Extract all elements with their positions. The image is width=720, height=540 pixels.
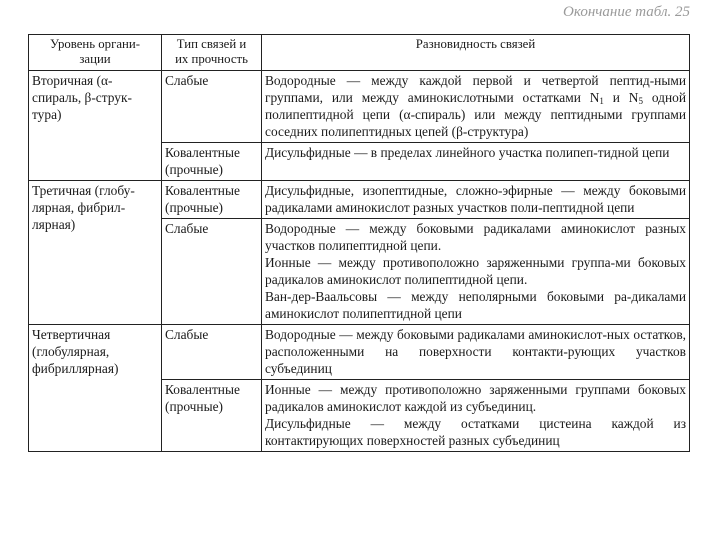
bond-type-cell: Слабые [162, 325, 262, 380]
table-row [29, 181, 690, 219]
level-tertiary: Третичная (глобу- лярная, фибрил- лярная) [29, 181, 162, 325]
header-level: Уровень органи- зации [29, 35, 162, 71]
variety-cell [262, 219, 690, 325]
protein-bonds-table [28, 34, 690, 452]
table-header-row [29, 35, 690, 71]
header-bond-type: Тип связей и их прочность [162, 35, 262, 71]
bond-type-cell: Слабые [162, 71, 262, 143]
variety-cell: Водородные — между боковыми радикалами аминокислот-ных остатков, расположенными на поверхности контакти-рующих участков субъединиц [262, 325, 690, 380]
variety-cell: Водородные — между каждой первой и четвертой пептид-ными группами, или между аминокислотными остатками $N_1$ и $N_5$ одной полипептидной цепи (α-спираль) или между пептидными группами соседних полипептидных цепей (β-структура) [262, 71, 690, 143]
table-row [29, 325, 690, 380]
bond-type-cell: Ковалентные (прочные) [162, 181, 262, 219]
variety-cell [262, 380, 690, 452]
bond-type-cell: Слабые [162, 219, 262, 325]
level-quaternary: Четвертичная (глобулярная, фибриллярная) [29, 325, 162, 452]
variety-cell: Дисульфидные, изопептидные, сложно-эфирные — между боковыми радикалами аминокислот разных участков поли-пептидной цепи [262, 181, 690, 219]
table-row [29, 71, 690, 143]
variety-paragraph: Водородные — между боковыми радикалами аминокислот разных участков полипептидной цепи. [265, 221, 686, 253]
level-secondary: Вторичная (α- спираль, β-струк- тура) [29, 71, 162, 181]
variety-paragraph: Ионные — между противоположно заряженными группами боковых радикалов аминокислот каждой из субъединиц. [265, 382, 686, 414]
variety-cell: Дисульфидные — в пределах линейного участка полипеп-тидной цепи [262, 143, 690, 181]
variety-paragraph: Ван-дер-Ваальсовы — между неполярными боковыми ра-дикалами аминокислот полипептидной цепи [265, 289, 686, 321]
table-caption: Окончание табл. 25 [563, 4, 690, 20]
variety-paragraph: Ионные — между противоположно заряженными группа-ми боковых радикалов аминокислот полипептидной цепи. [265, 255, 686, 287]
header-variety: Разновидность связей [262, 35, 690, 71]
variety-paragraph: Дисульфидные — между остатками цистеина каждой из контактирующих поверхностей разных субъединиц [265, 416, 686, 448]
bond-type-cell: Ковалентные (прочные) [162, 380, 262, 452]
bond-type-cell: Ковалентные (прочные) [162, 143, 262, 181]
